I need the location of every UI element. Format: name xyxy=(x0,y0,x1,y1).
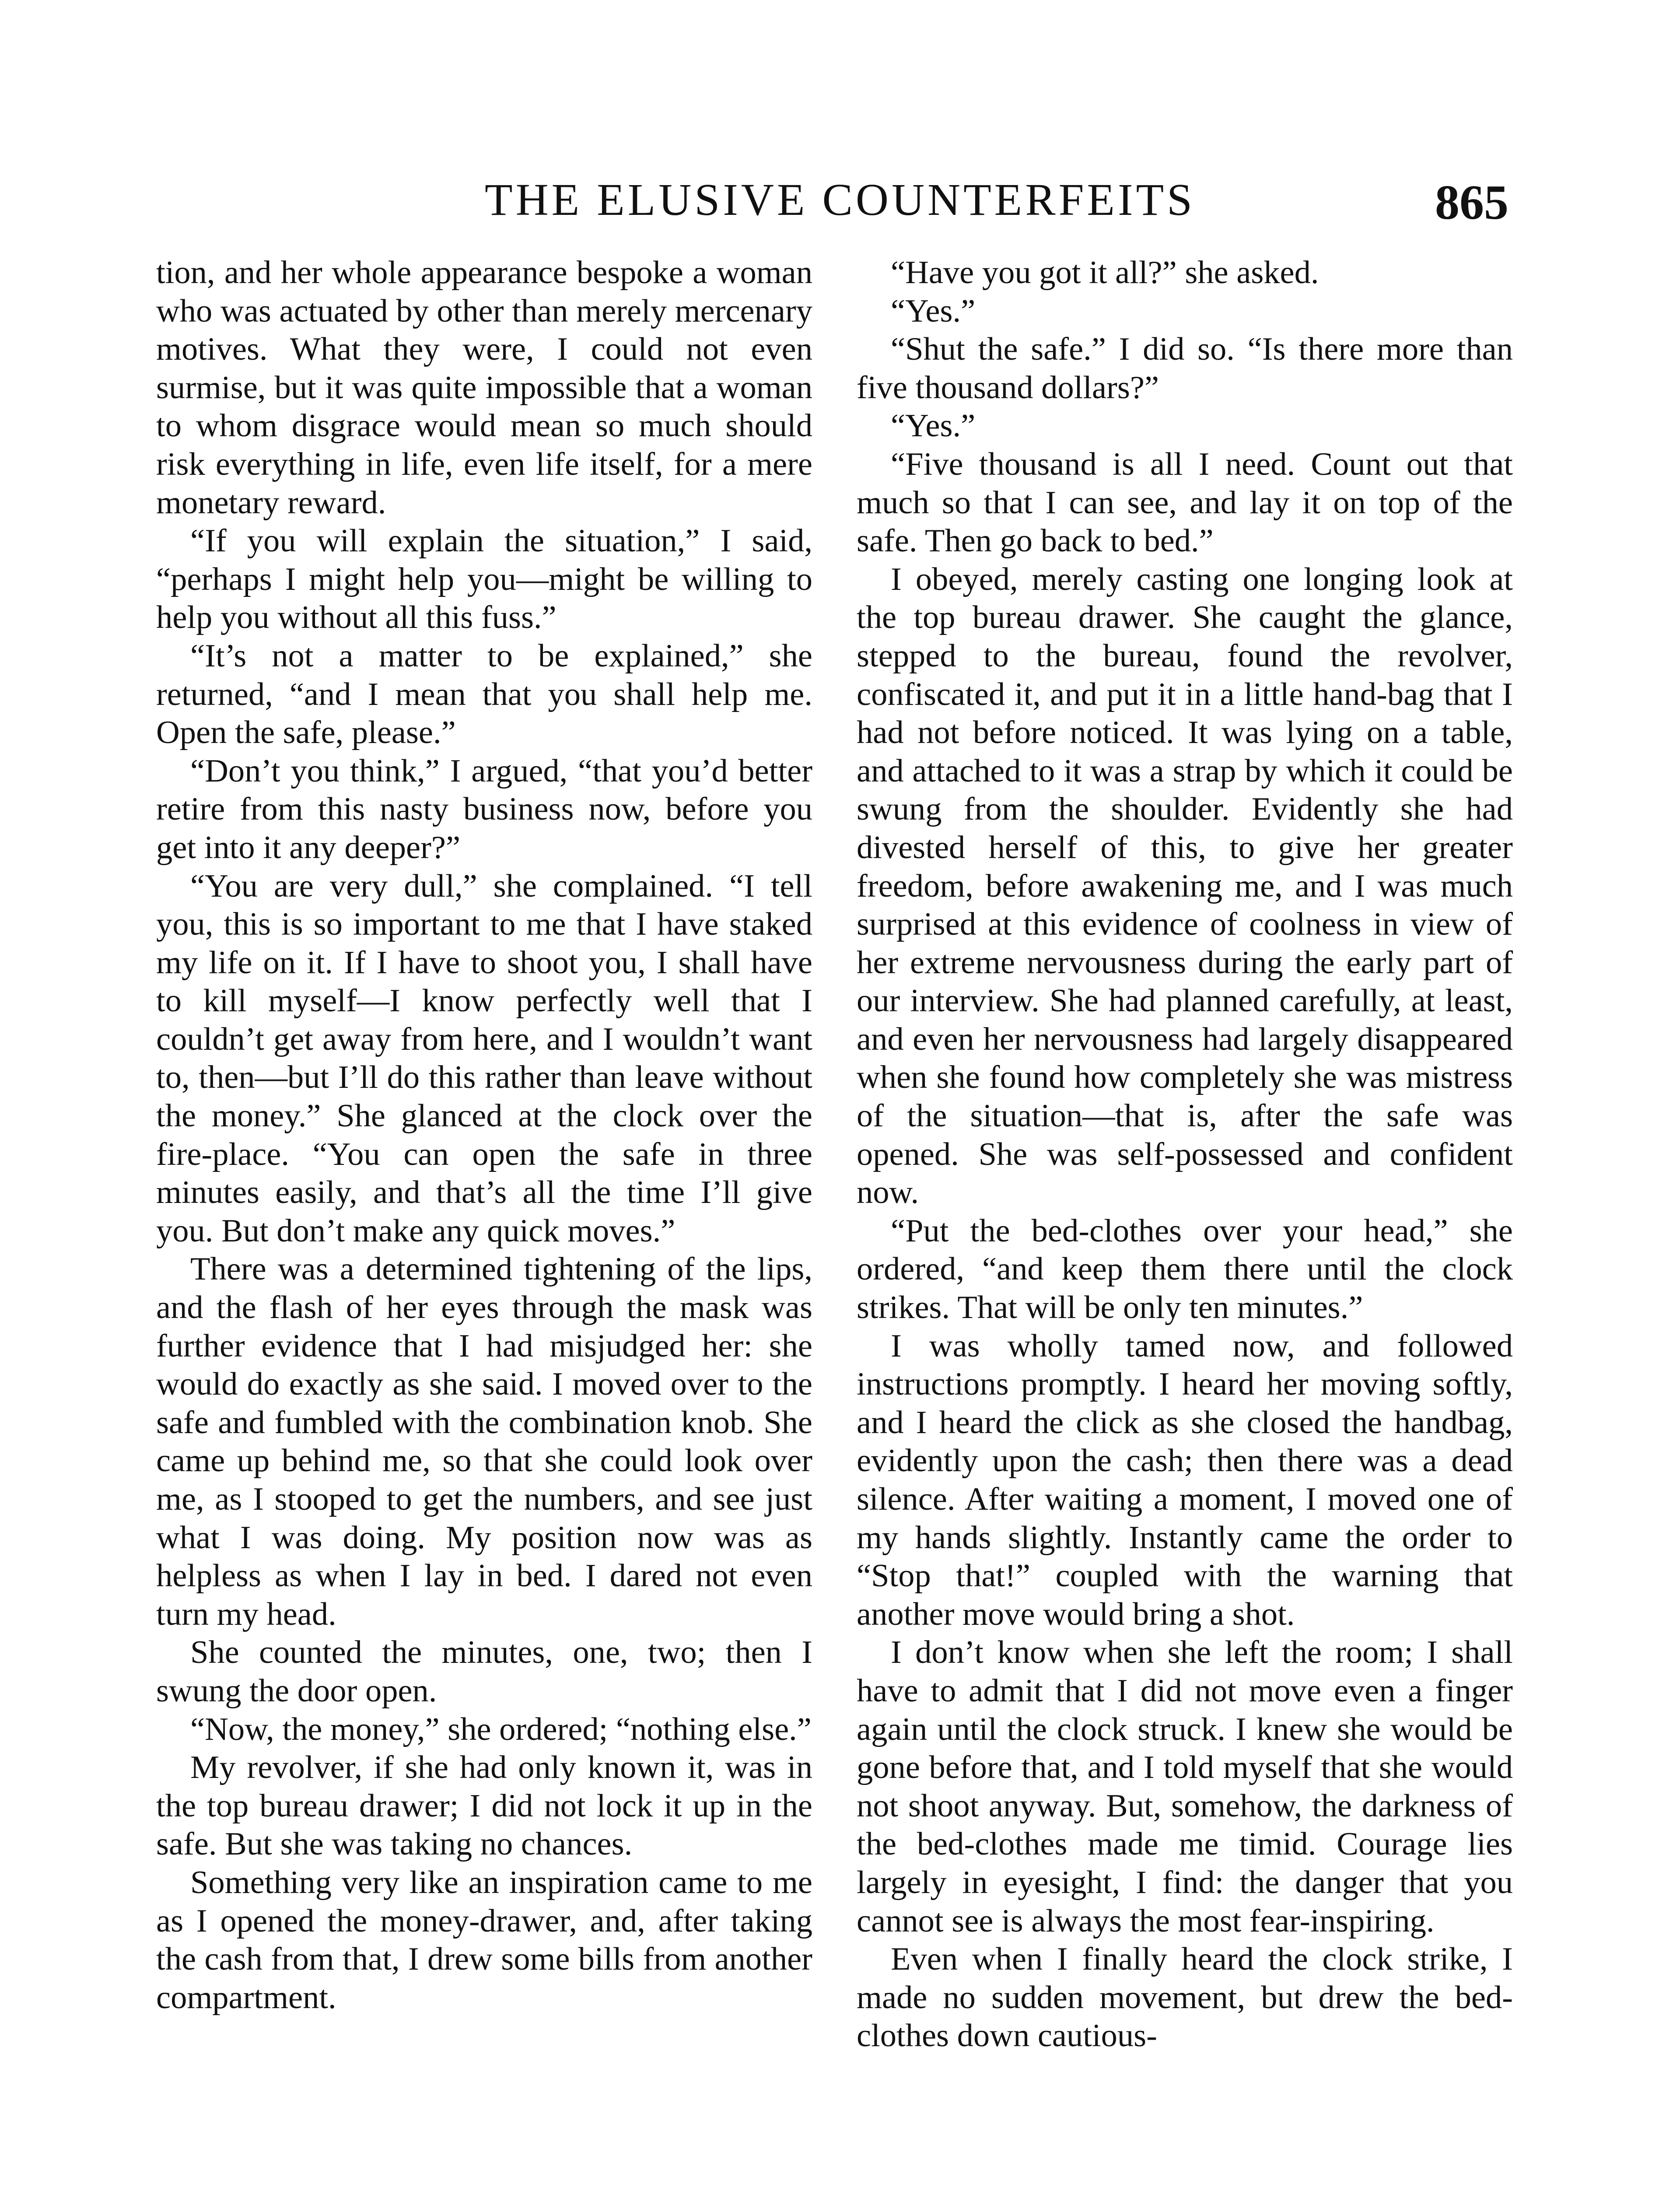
running-header xyxy=(0,172,1680,237)
page-number: 865 xyxy=(1435,175,1508,230)
paragraph: I don’t know when she left the room; I shall have to admit that I did not move even a finger again until the clock struck. I knew she would be gone before that, and I told myself that she would not shoot anyway. But, somehow, the darkness of the bed-clothes made me timid. Courage lies largely in eyesight, I find: the danger that you cannot see is always the most fear-inspiring. xyxy=(857,1634,1513,1939)
paragraph: She counted the minutes, one, two; then I swung the door open. xyxy=(156,1634,812,1709)
right-column xyxy=(857,254,1513,2055)
paragraph: “It’s not a matter to be explained,” she returned, “and I mean that you shall help me. Open the safe, please.” xyxy=(156,638,812,751)
paragraph: tion, and her whole appearance bespoke a woman who was actuated by other than merely mercenary motives. What they were, I could not even surmise, but it was quite impossible that a woman to whom disgrace would mean so much should risk everything in life, even life itself, for a mere monetary reward. xyxy=(156,255,812,521)
running-title: THE ELUSIVE COUNTERFEITS xyxy=(485,175,1195,225)
paragraph: “Yes.” xyxy=(891,293,976,329)
paragraph: “Have you got it all?” she asked. xyxy=(891,255,1319,291)
paragraph: “Shut the safe.” I did so. “Is there more than five thousand dollars?” xyxy=(857,331,1513,406)
paragraph: “Put the bed-clothes over your head,” she ordered, “and keep them there until the clock strikes. That will be only ten minutes.” xyxy=(857,1213,1513,1326)
paragraph: “If you will explain the situation,” I said, “perhaps I might help you—might be willing to help you without all this fuss.” xyxy=(156,523,812,636)
paragraph: “Yes.” xyxy=(891,408,976,444)
left-column xyxy=(156,254,812,2017)
paragraph: My revolver, if she had only known it, was in the top bureau drawer; I did not lock it up in the safe. But she was taking no chances. xyxy=(156,1750,812,1862)
paragraph: Even when I finally heard the clock strike, I made no sudden movement, but drew the bed-clothes down cautious- xyxy=(857,1941,1513,2054)
paragraph: “Now, the money,” she ordered; “nothing else.” xyxy=(190,1711,812,1747)
paragraph: “Five thousand is all I need. Count out that much so that I can see, and lay it on top of the safe. Then go back to bed.” xyxy=(857,446,1513,559)
paragraph: I was wholly tamed now, and followed instructions promptly. I heard her moving softly, and I heard the click as she closed the handbag, evidently upon the cash; then there was a dead silence. After waiting a moment, I moved one of my hands slightly. Instantly came the order to “Stop that!” coupled with the warning that another move would bring a shot. xyxy=(857,1328,1513,1632)
paragraph: Something very like an inspiration came to me as I opened the money-drawer, and, after taking the cash from that, I drew some bills from another compartment. xyxy=(156,1864,812,2016)
paragraph: I obeyed, merely casting one longing look at the top bureau drawer. She caught the glance, stepped to the bureau, found the revolver, confiscated it, and put it in a little hand-bag that I had not before noticed. It was lying on a table, and attached to it was a strap by which it could be swung from the shoulder. Evidently she had divested herself of this, to give her greater freedom, before awakening me, and I was much surprised at this evidence of coolness in view of her extreme nervousness during the early part of our interview. She had planned carefully, at least, and even her nervousness had largely disappeared when she found how completely she was mistress of the situation—that is, after the safe was opened. She was self-possessed and confident now. xyxy=(857,561,1513,1211)
paragraph: “Don’t you think,” I argued, “that you’d better retire from this nasty business now, before you get into it any deeper?” xyxy=(156,753,812,866)
paragraph: There was a determined tightening of the lips, and the flash of her eyes through the mask was further evidence that I had misjudged her: she would do exactly as she said. I moved over to the safe and fumbled with the combination knob. She came up behind me, so that she could look over me, as I stooped to get the numbers, and see just what I was doing. My position now was as helpless as when I lay in bed. I dared not even turn my head. xyxy=(156,1251,812,1632)
paragraph: “You are very dull,” she complained. “I tell you, this is so important to me that I have staked my life on it. If I have to shoot you, I shall have to kill myself—I know perfectly well that I couldn’t get away from here, and I wouldn’t want to, then—but I’ll do this rather than leave without the money.” She glanced at the clock over the fire-place. “You can open the safe in three minutes easily, and that’s all the time I’ll give you. But don’t make any quick moves.” xyxy=(156,868,812,1249)
